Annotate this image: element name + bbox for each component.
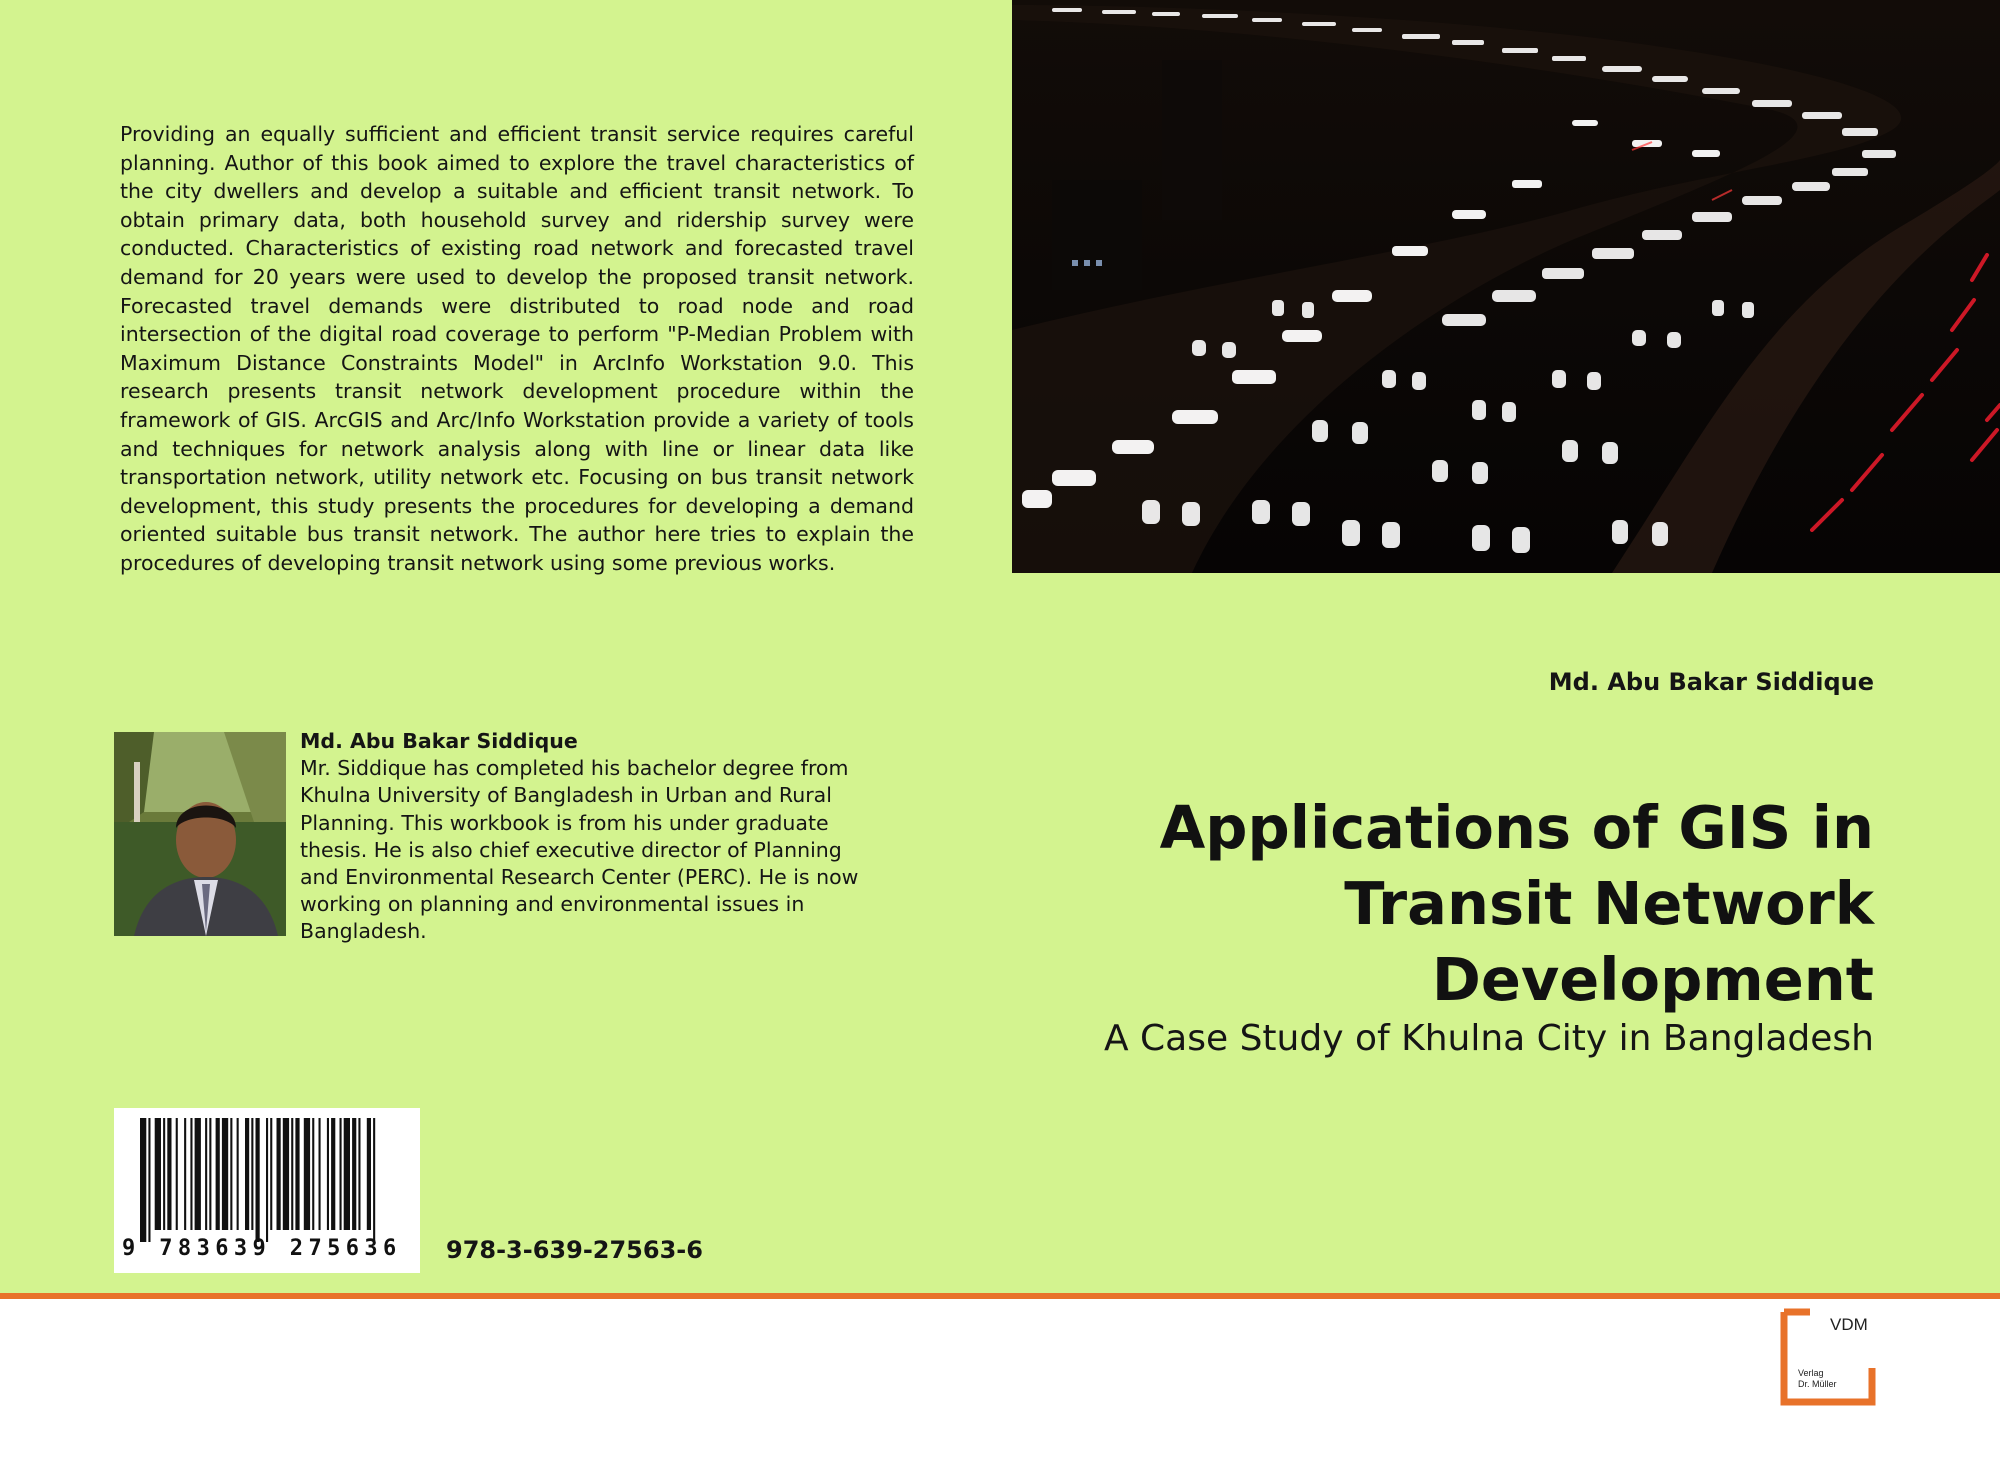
barcode-bar xyxy=(167,1118,171,1230)
barcode-digits: 9 783639 275636 xyxy=(122,1236,402,1261)
front-author-name: Md. Abu Bakar Siddique xyxy=(1548,668,1874,696)
publisher-logo xyxy=(1780,1308,1876,1406)
author-bio xyxy=(300,728,860,946)
night-traffic-photo xyxy=(1012,0,2000,573)
barcode-bar xyxy=(155,1118,161,1230)
barcode-bar xyxy=(237,1118,239,1230)
barcode-bar xyxy=(277,1118,281,1230)
book-title xyxy=(1054,790,1874,1018)
barcode-bar xyxy=(373,1118,375,1242)
barcode-bar xyxy=(209,1118,211,1230)
barcode-bar xyxy=(230,1118,232,1230)
barcode-bar xyxy=(270,1118,272,1230)
barcode-bar xyxy=(319,1118,321,1230)
author-portrait xyxy=(114,732,286,936)
barcode-bar xyxy=(367,1118,371,1230)
publisher-logo-verlag: Verlag xyxy=(1798,1368,1824,1378)
bio-author-name: Md. Abu Bakar Siddique xyxy=(300,729,578,753)
cover-footer xyxy=(0,1299,2000,1465)
barcode-bar xyxy=(195,1118,201,1230)
barcode-bar xyxy=(291,1118,293,1230)
barcode-bar xyxy=(176,1118,178,1230)
barcode-bar xyxy=(163,1118,165,1230)
publisher-logo-muller: Dr. Müller xyxy=(1798,1379,1837,1389)
barcode-bar xyxy=(327,1118,329,1230)
barcode-bar xyxy=(148,1118,150,1242)
barcode-bar xyxy=(205,1118,207,1230)
barcode-bar xyxy=(283,1118,289,1230)
title-line-2: Transit Network xyxy=(1344,869,1874,938)
barcode-bar xyxy=(331,1118,335,1230)
bio-text: Mr. Siddique has completed his bachelor degree from Khulna University of Bangladesh in Urban and Rural Planning. This workbook is from his under graduate thesis. He is also chief executive director of Planning and Environmental Research Center (PERC). He is now working on planning and environmental issues in Bangladesh. xyxy=(300,756,859,944)
barcode-bar xyxy=(266,1118,268,1242)
isbn-number: 978-3-639-27563-6 xyxy=(446,1236,703,1264)
barcode-bar xyxy=(295,1118,299,1230)
barcode-bar xyxy=(251,1118,253,1230)
barcode-bar xyxy=(358,1118,360,1230)
barcode-bar xyxy=(184,1118,186,1230)
book-subtitle: A Case Study of Khulna City in Bangladesh xyxy=(1103,1018,1874,1059)
title-line-3: Development xyxy=(1431,945,1874,1014)
barcode-bar xyxy=(140,1118,146,1242)
barcode xyxy=(114,1108,420,1273)
barcode-bar xyxy=(190,1118,192,1230)
barcode-bar xyxy=(312,1118,314,1230)
barcode-bar xyxy=(352,1118,356,1230)
back-cover-blurb: Providing an equally sufficient and efficient transit service requires careful planning. Author of this book aimed to explore the travel characteristics of the city dwellers and develop a suitable and efficient transit network. To obtain primary data, both household survey and ridership survey were conducted. Characteristics of existing road network and forecasted travel demand for 20 years were used to develop the proposed transit network. Forecasted travel demands were distributed to road node and road intersection of the digital road coverage to perform "P-Median Problem with Maximum Distance Constraints Model" in ArcInfo Workstation 9.0. This research presents transit network development procedure within the framework of GIS. ArcGIS and Arc/Info Workstation provide a variety of tools and techniques for network analysis along with line or linear data like transportation network, utility network etc. Focusing on bus transit network development, this study presents the procedures for developing a demand oriented suitable bus transit network. The author here tries to explain the procedures of developing transit network using some previous works. xyxy=(120,122,914,575)
barcode-bar xyxy=(256,1118,260,1242)
title-line-1: Applications of GIS in xyxy=(1159,793,1874,862)
barcode-bar xyxy=(216,1118,220,1230)
barcode-bar xyxy=(344,1118,350,1230)
barcode-bar xyxy=(245,1118,249,1230)
barcode-bar xyxy=(340,1118,342,1230)
barcode-bar xyxy=(222,1118,228,1230)
barcode-bar xyxy=(304,1118,310,1230)
publisher-logo-name: VDM xyxy=(1830,1315,1868,1334)
